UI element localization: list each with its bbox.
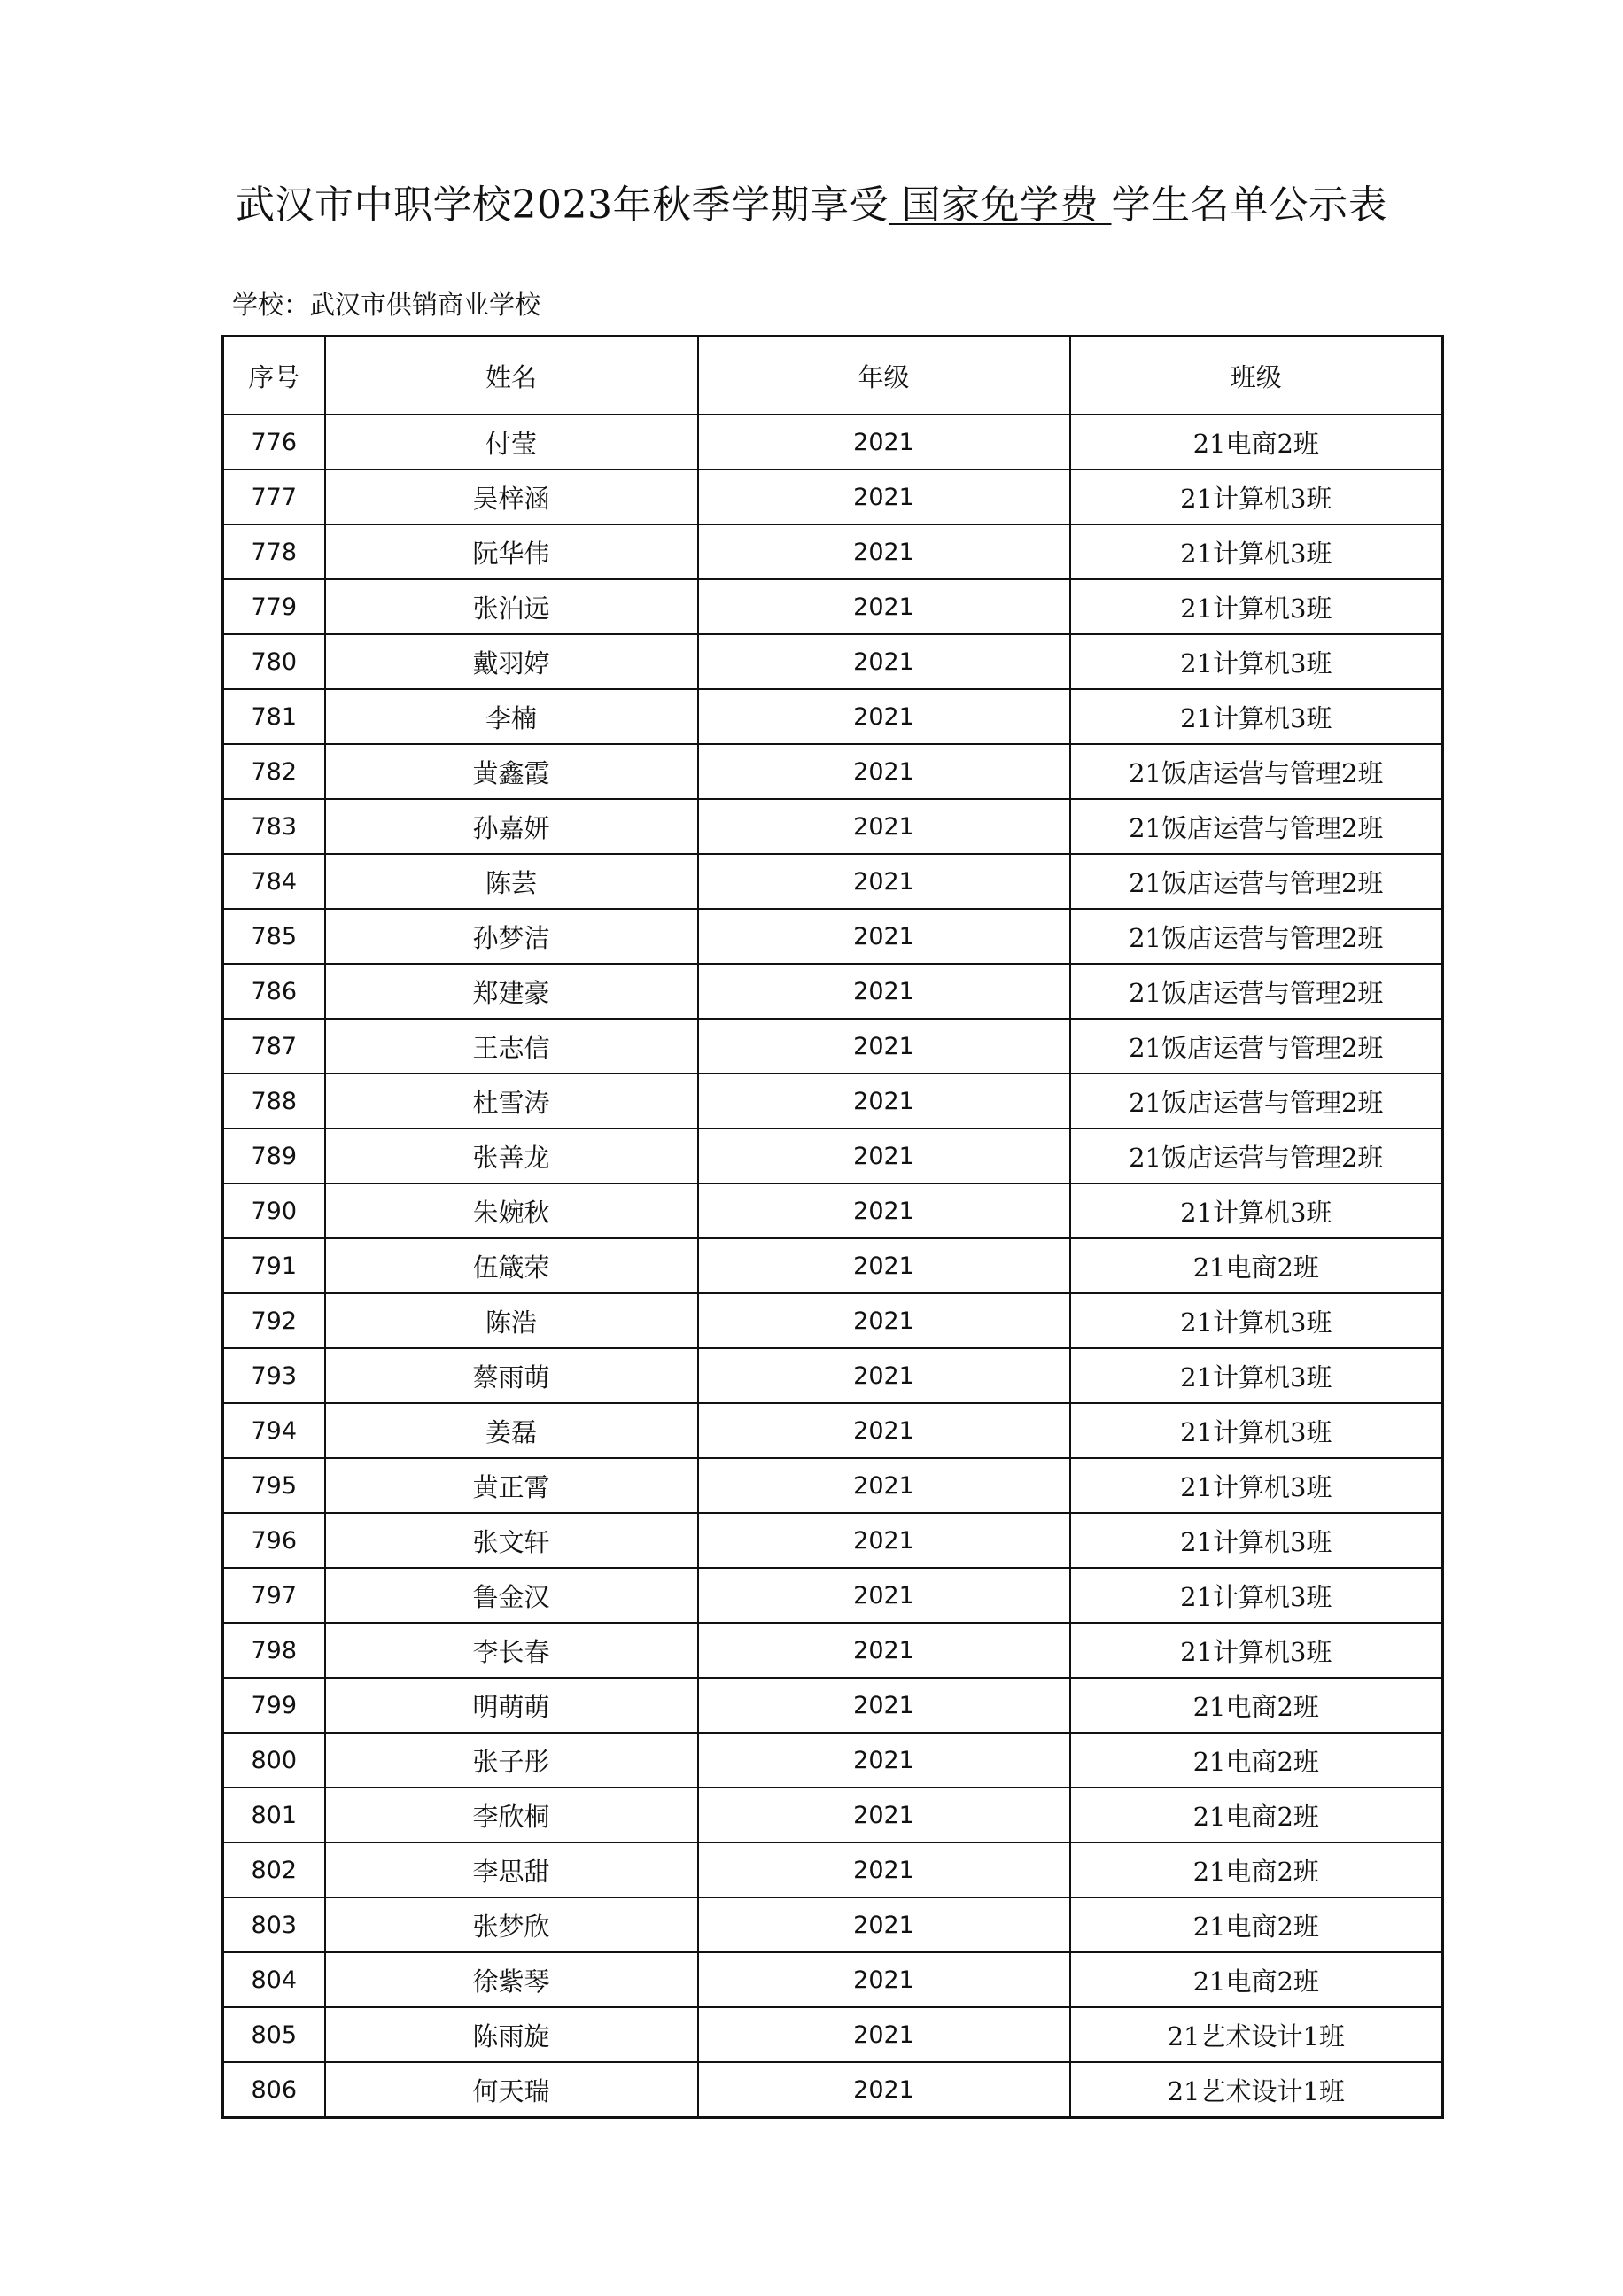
cell-index: 801 <box>223 1788 325 1842</box>
title-part-1: 武汉市中职学校2023年秋季学期享受 <box>236 182 889 228</box>
table-row <box>223 1348 1443 1403</box>
cell-class: 21计算机3班 <box>1070 524 1443 579</box>
table-row <box>223 1403 1443 1458</box>
cell-grade: 2021 <box>698 1293 1070 1348</box>
cell-class: 21电商2班 <box>1070 1238 1443 1293</box>
cell-index: 776 <box>223 415 325 469</box>
cell-class: 21电商2班 <box>1070 1733 1443 1788</box>
cell-index: 802 <box>223 1842 325 1897</box>
cell-name: 吴梓涵 <box>325 469 698 524</box>
cell-class: 21计算机3班 <box>1070 469 1443 524</box>
cell-index: 791 <box>223 1238 325 1293</box>
cell-index: 804 <box>223 1952 325 2007</box>
cell-index: 798 <box>223 1623 325 1678</box>
cell-index: 794 <box>223 1403 325 1458</box>
cell-grade: 2021 <box>698 1952 1070 2007</box>
cell-name: 阮华伟 <box>325 524 698 579</box>
table-row <box>223 1238 1443 1293</box>
cell-grade: 2021 <box>698 524 1070 579</box>
cell-class: 21计算机3班 <box>1070 1293 1443 1348</box>
table-row <box>223 799 1443 854</box>
table-row <box>223 1952 1443 2007</box>
table-row <box>223 579 1443 634</box>
cell-class: 21饭店运营与管理2班 <box>1070 964 1443 1019</box>
cell-name: 鲁金汉 <box>325 1568 698 1623</box>
table-row <box>223 1897 1443 1952</box>
cell-grade: 2021 <box>698 1129 1070 1183</box>
cell-grade: 2021 <box>698 744 1070 799</box>
cell-name: 张泊远 <box>325 579 698 634</box>
cell-index: 792 <box>223 1293 325 1348</box>
table-row <box>223 854 1443 909</box>
cell-grade: 2021 <box>698 799 1070 854</box>
cell-class: 21计算机3班 <box>1070 1568 1443 1623</box>
cell-name: 王志信 <box>325 1019 698 1074</box>
cell-name: 张梦欣 <box>325 1897 698 1952</box>
cell-class: 21电商2班 <box>1070 1678 1443 1733</box>
cell-name: 孙嘉妍 <box>325 799 698 854</box>
cell-name: 郑建豪 <box>325 964 698 1019</box>
table-row <box>223 1788 1443 1842</box>
cell-name: 伍箴荣 <box>325 1238 698 1293</box>
title-underlined-term: 国家免学费 <box>901 182 1099 228</box>
title-part-2: 学生名单公示表 <box>1111 182 1387 228</box>
cell-grade: 2021 <box>698 2062 1070 2118</box>
cell-class: 21饭店运营与管理2班 <box>1070 854 1443 909</box>
cell-name: 陈芸 <box>325 854 698 909</box>
cell-name: 黄鑫霞 <box>325 744 698 799</box>
cell-class: 21计算机3班 <box>1070 689 1443 744</box>
cell-class: 21计算机3班 <box>1070 1348 1443 1403</box>
table-row <box>223 1678 1443 1733</box>
cell-grade: 2021 <box>698 689 1070 744</box>
cell-grade: 2021 <box>698 1788 1070 1842</box>
table-row <box>223 1129 1443 1183</box>
cell-class: 21计算机3班 <box>1070 579 1443 634</box>
cell-grade: 2021 <box>698 2007 1070 2062</box>
cell-name: 付莹 <box>325 415 698 469</box>
cell-grade: 2021 <box>698 1678 1070 1733</box>
cell-class: 21计算机3班 <box>1070 1403 1443 1458</box>
table-row <box>223 524 1443 579</box>
table-row <box>223 1183 1443 1238</box>
cell-grade: 2021 <box>698 1238 1070 1293</box>
table-row <box>223 1074 1443 1129</box>
cell-index: 777 <box>223 469 325 524</box>
cell-name: 朱婉秋 <box>325 1183 698 1238</box>
table-row <box>223 469 1443 524</box>
cell-index: 785 <box>223 909 325 964</box>
cell-index: 793 <box>223 1348 325 1403</box>
cell-index: 782 <box>223 744 325 799</box>
cell-name: 张文轩 <box>325 1513 698 1568</box>
cell-class: 21饭店运营与管理2班 <box>1070 1129 1443 1183</box>
cell-index: 788 <box>223 1074 325 1129</box>
cell-grade: 2021 <box>698 964 1070 1019</box>
cell-name: 明萌萌 <box>325 1678 698 1733</box>
cell-class: 21计算机3班 <box>1070 1623 1443 1678</box>
cell-name: 蔡雨萌 <box>325 1348 698 1403</box>
cell-grade: 2021 <box>698 854 1070 909</box>
cell-index: 795 <box>223 1458 325 1513</box>
table-row <box>223 909 1443 964</box>
cell-class: 21电商2班 <box>1070 1788 1443 1842</box>
cell-index: 784 <box>223 854 325 909</box>
cell-index: 783 <box>223 799 325 854</box>
header-index: 序号 <box>223 337 325 415</box>
cell-name: 杜雪涛 <box>325 1074 698 1129</box>
cell-index: 806 <box>223 2062 325 2118</box>
cell-name: 姜磊 <box>325 1403 698 1458</box>
cell-grade: 2021 <box>698 1897 1070 1952</box>
table-row <box>223 634 1443 689</box>
table-row <box>223 744 1443 799</box>
cell-index: 799 <box>223 1678 325 1733</box>
cell-class: 21饭店运营与管理2班 <box>1070 909 1443 964</box>
cell-grade: 2021 <box>698 469 1070 524</box>
cell-class: 21计算机3班 <box>1070 1183 1443 1238</box>
cell-grade: 2021 <box>698 1458 1070 1513</box>
cell-grade: 2021 <box>698 1733 1070 1788</box>
page-title <box>0 177 1623 234</box>
table-row <box>223 415 1443 469</box>
cell-grade: 2021 <box>698 1074 1070 1129</box>
cell-class: 21饭店运营与管理2班 <box>1070 744 1443 799</box>
cell-grade: 2021 <box>698 1568 1070 1623</box>
cell-name: 黄正霄 <box>325 1458 698 1513</box>
cell-class: 21电商2班 <box>1070 1842 1443 1897</box>
header-class: 班级 <box>1070 337 1443 415</box>
cell-name: 张善龙 <box>325 1129 698 1183</box>
cell-class: 21电商2班 <box>1070 1897 1443 1952</box>
cell-name: 张子彤 <box>325 1733 698 1788</box>
cell-grade: 2021 <box>698 579 1070 634</box>
table-row <box>223 1019 1443 1074</box>
cell-index: 778 <box>223 524 325 579</box>
cell-grade: 2021 <box>698 909 1070 964</box>
cell-grade: 2021 <box>698 634 1070 689</box>
cell-class: 21计算机3班 <box>1070 1458 1443 1513</box>
cell-index: 779 <box>223 579 325 634</box>
cell-index: 787 <box>223 1019 325 1074</box>
cell-grade: 2021 <box>698 1348 1070 1403</box>
table-row <box>223 1733 1443 1788</box>
table-row <box>223 1623 1443 1678</box>
header-name: 姓名 <box>325 337 698 415</box>
cell-grade: 2021 <box>698 415 1070 469</box>
cell-grade: 2021 <box>698 1403 1070 1458</box>
cell-index: 790 <box>223 1183 325 1238</box>
cell-class: 21艺术设计1班 <box>1070 2007 1443 2062</box>
cell-name: 李思甜 <box>325 1842 698 1897</box>
cell-index: 786 <box>223 964 325 1019</box>
cell-index: 797 <box>223 1568 325 1623</box>
table-row <box>223 1513 1443 1568</box>
cell-class: 21饭店运营与管理2班 <box>1070 799 1443 854</box>
cell-index: 805 <box>223 2007 325 2062</box>
cell-grade: 2021 <box>698 1623 1070 1678</box>
table-row <box>223 2007 1443 2062</box>
cell-index: 780 <box>223 634 325 689</box>
cell-grade: 2021 <box>698 1513 1070 1568</box>
cell-name: 李长春 <box>325 1623 698 1678</box>
cell-index: 789 <box>223 1129 325 1183</box>
cell-class: 21电商2班 <box>1070 1952 1443 2007</box>
student-list-table <box>221 335 1444 2119</box>
cell-name: 徐紫琴 <box>325 1952 698 2007</box>
cell-grade: 2021 <box>698 1842 1070 1897</box>
cell-grade: 2021 <box>698 1183 1070 1238</box>
cell-index: 803 <box>223 1897 325 1952</box>
cell-name: 何天瑞 <box>325 2062 698 2118</box>
table-row <box>223 2062 1443 2118</box>
table-header-row <box>223 337 1443 415</box>
table-row <box>223 1842 1443 1897</box>
cell-name: 陈浩 <box>325 1293 698 1348</box>
cell-class: 21计算机3班 <box>1070 634 1443 689</box>
cell-class: 21饭店运营与管理2班 <box>1070 1074 1443 1129</box>
cell-class: 21艺术设计1班 <box>1070 2062 1443 2118</box>
table-row <box>223 964 1443 1019</box>
table-row <box>223 689 1443 744</box>
cell-index: 781 <box>223 689 325 744</box>
cell-name: 孙梦洁 <box>325 909 698 964</box>
cell-index: 796 <box>223 1513 325 1568</box>
cell-name: 戴羽婷 <box>325 634 698 689</box>
header-grade: 年级 <box>698 337 1070 415</box>
table-row <box>223 1458 1443 1513</box>
cell-grade: 2021 <box>698 1019 1070 1074</box>
cell-name: 李欣桐 <box>325 1788 698 1842</box>
cell-index: 800 <box>223 1733 325 1788</box>
cell-name: 陈雨旋 <box>325 2007 698 2062</box>
cell-class: 21饭店运营与管理2班 <box>1070 1019 1443 1074</box>
table-row <box>223 1568 1443 1623</box>
school-label: 学校：武汉市供销商业学校 <box>232 290 541 320</box>
table-row <box>223 1293 1443 1348</box>
cell-class: 21计算机3班 <box>1070 1513 1443 1568</box>
cell-name: 李楠 <box>325 689 698 744</box>
cell-class: 21电商2班 <box>1070 415 1443 469</box>
